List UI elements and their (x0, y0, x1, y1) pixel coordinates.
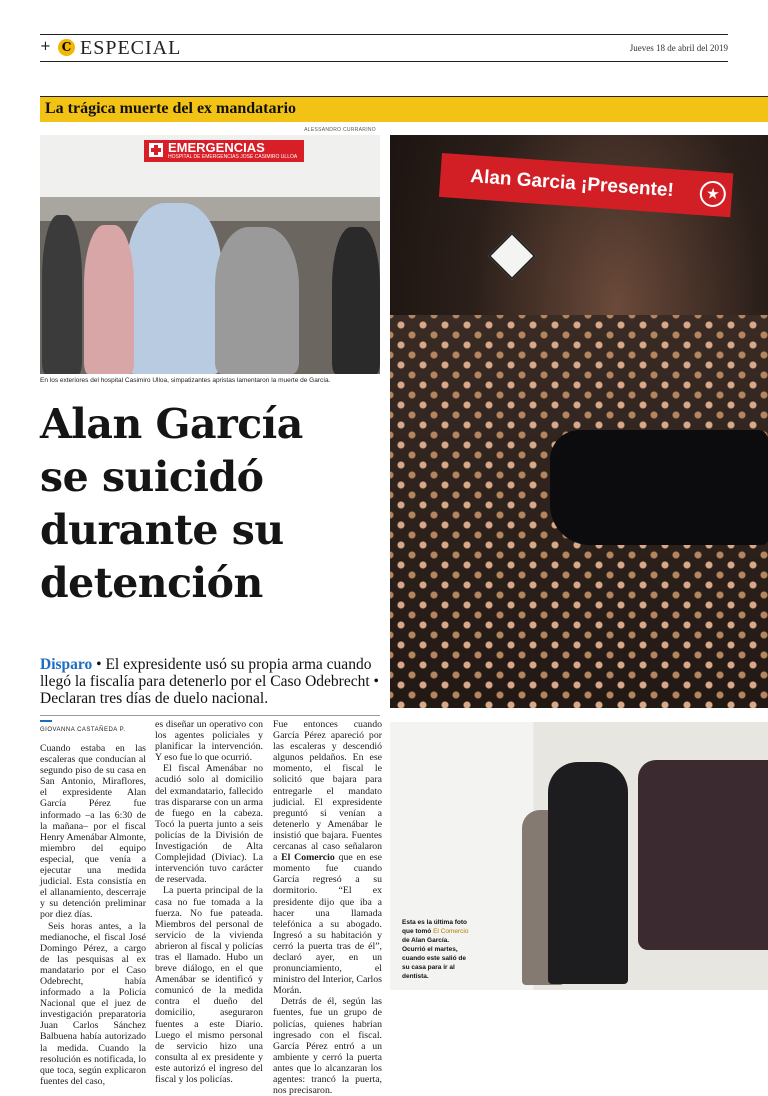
body-paragraph: El fiscal Amenábar no acudió solo al domicilio del exmandatario, fallecido tras dispararse con un arma de fuego en la cabeza. Tocó la puerta junto a seis policías de la División de Investigación de Alta Complejidad (Diviac). La intervención tuvo carácter de reservada. (155, 763, 263, 886)
person-figure (126, 203, 222, 374)
emergency-sign (144, 140, 304, 162)
issue-date: Jueves 18 de abril del 2019 (629, 43, 728, 53)
person-figure (332, 227, 380, 374)
caption-newspaper-name: El Comercio (433, 928, 469, 935)
body-column-2 (155, 719, 263, 1085)
caption-text: Esta es la última foto que tomó (402, 919, 468, 935)
body-text: Fue entonces cuando García Pérez apareció por las escaleras y descendió algunos peldaños. En ese momento, el fiscal le solicitó que bajara para entregarle el mandato judicial. El expresidente preguntó si venían a detenerlo y Amenábar le insistió que bajara. Fuentes cercanas al caso señalaron a (273, 719, 382, 864)
newspaper-logo-icon: C (58, 39, 75, 56)
deck-lead: Disparo (40, 656, 93, 673)
body-paragraph: Cuando estaba en las escaleras que conducían al segundo piso de su casa en San Antonio, Miraflores, el expresidente Alan García Pérez fue informado –a las 6:30 de la mañana– por el fiscal Henry Amenábar Almonte, miembro del equipo especial, que venía a ejecutar una medida judicial. Esta consistía en el allanamiento, descerraje y su detención preliminar por diez días. (40, 743, 146, 921)
hearse-car (550, 430, 768, 545)
hospital-photo-caption: En los exteriores del hospital Casimiro Ulloa, simpatizantes apristas lamentaron la muerte de García. (40, 377, 331, 384)
presente-banner (439, 153, 733, 217)
person-figure (548, 762, 628, 984)
masthead (40, 34, 728, 62)
body-paragraph: Seis horas antes, a la medianoche, el fiscal José Domingo Pérez, a cargo de las pesquisas al ex mandatario por el Caso Odebrecht, había informado a la Policía Nacional que el juez de investigación preparatoria Juan Carlos Sánchez Balbuena había autorizado la medida. Cuando la resolución es notificada, lo que toca, según explicaron fuentes del caso, (40, 920, 146, 1087)
deck-text: • El expresidente usó su propia arma cuando llegó la fiscalía para detenerlo por el Caso Odebrecht • Declaran tres días de duelo nacional. (40, 656, 379, 707)
deck (40, 656, 380, 716)
plus-icon: + (40, 39, 51, 54)
emergency-sign-text: EMERGENCIAS (168, 140, 265, 155)
pedestrian-sign-icon (488, 232, 536, 280)
headline (40, 398, 380, 610)
newspaper-name: El Comercio (281, 852, 335, 864)
photo-credit: ALESSANDRO CURRARINO (304, 127, 376, 133)
person-figure (42, 215, 82, 374)
body-paragraph (273, 719, 382, 996)
body-paragraph: Detrás de él, según las fuentes, fue un grupo de policías, quienes habrían ingresado con el fiscal. García Pérez entró a un ambiente y cerró la puerta antes que lo alcanzaran los agentes: trancó la puerta, nos precisaron. (273, 996, 382, 1096)
body-text: que en ese momento fue cuando García regresó a su dormitorio. “El ex presidente dijo que iba a hacer una llamada telefónica a su abogado. Ingresó a su habitación y cerró la puerta tras de él”, declaró ayer, en un pronunciamiento, el ministro del Interior, Carlos Morán. (273, 852, 382, 997)
person-figure (84, 225, 134, 374)
caption-text: de Alan García. Ocurrió el martes, cuando este salió de su casa para ir al dentista. (402, 937, 466, 980)
kicker-band (40, 96, 768, 122)
byline-rule (40, 720, 52, 722)
headline-line: Alan García (40, 400, 303, 448)
body-column-3 (273, 719, 382, 1096)
red-cross-icon (149, 143, 163, 157)
headline-line: se suicidó (40, 453, 264, 501)
person-figure (215, 227, 299, 374)
kicker-title: La trágica muerte del ex mandatario (45, 100, 297, 117)
suv-vehicle (638, 760, 768, 950)
headline-line: durante su (40, 506, 284, 554)
crowd-photo (390, 135, 768, 708)
body-column-1 (40, 743, 146, 1087)
body-paragraph: es diseñar un operativo con los agentes policiales y planificar la intervención. Y eso fue lo que ocurrió. (155, 719, 263, 764)
body-paragraph: La puerta principal de la casa no fue tomada a la fuerza. No fue pateada. Miembros del personal de servicio de la vivienda abrieron al fiscal y policías tras el llamado. Hubo un breve diálogo, en el que Amenábar se identificó y comunicó de la medida contra el dueño del domicilio, aseguraron fuentes a este Diario. Luego el mismo personal de servicio hizo una consulta al ex presidente y este autorizó el ingreso del fiscal y los policías. (155, 885, 263, 1085)
hospital-photo (40, 135, 380, 374)
star-emblem-icon: ★ (699, 180, 727, 208)
emergency-sign-subtext: HOSPITAL DE EMERGENCIAS JOSÉ CASIMIRO ULLOA (168, 154, 298, 160)
section-title: ESPECIAL (80, 37, 182, 59)
headline-line: detención (40, 559, 263, 607)
garcia-photo-caption (402, 918, 470, 981)
byline: GIOVANNA CASTAÑEDA P. (40, 727, 126, 733)
banner-text: Alan Garcia ¡Presente! (469, 166, 675, 202)
